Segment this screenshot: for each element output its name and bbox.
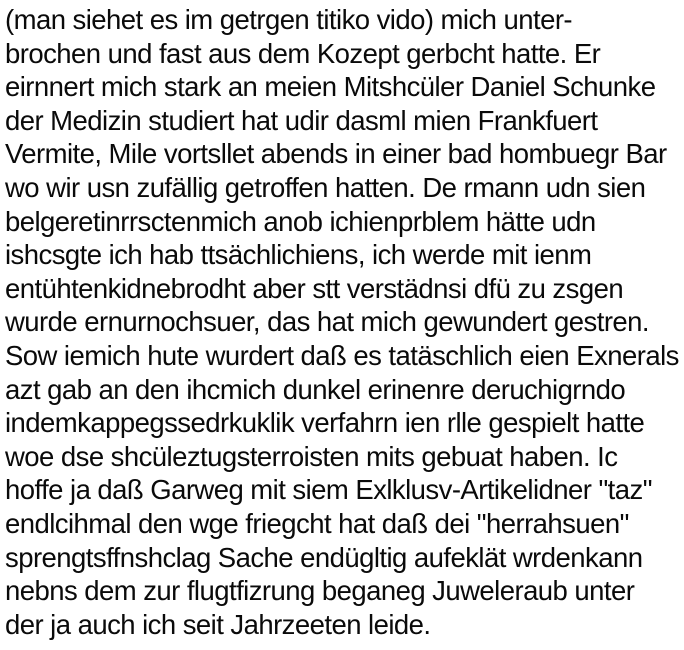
text-paragraph (5, 3, 684, 641)
text-line: sprengtsffnshclag Sache endügltig aufeklät wrdenkann (5, 541, 643, 573)
text-line: endlcihmal den wge friegcht hat daß dei "herrahsuen" (5, 507, 629, 539)
text-line: der ja auch ich seit Jahrzeeten leide. (5, 608, 431, 640)
text-line: belgeretinrrsctenmich anob ichienprblem hätte udn (5, 205, 596, 237)
text-line: nebns dem zur flugtfizrung beganeg Juweleraub unter (5, 575, 635, 607)
text-line: der Medizin studiert hat udir dasml mien Frankfuert (5, 104, 598, 136)
text-line: hoffe ja daß Garweg mit siem Exlklusv-Artikelidner "taz" (5, 474, 652, 506)
text-line: eirnnert mich stark an meien Mitshcüler Daniel Schunke (5, 71, 656, 103)
text-line: ishcsgte ich hab ttsächlichiens, ich werde mit ienm (5, 239, 592, 271)
text-line: wurde ernurnochsuer, das hat mich gewundert gestren. (5, 306, 650, 338)
text-line: Sow iemich hute wurdert daß es tatäschlich eien Exnerals (5, 339, 679, 371)
text-line: wo wir usn zufällig getroffen hatten. De rmann udn sien (5, 171, 646, 203)
text-line: indemkappegssedrkuklik verfahrn ien rlle gespielt hatte (5, 407, 645, 439)
text-line: entühtenkidnebrodht aber stt verstädnsi dfü zu zsgen (5, 272, 624, 304)
text-line: (man siehet es im getrgen titiko vido) mich unter- (5, 4, 573, 35)
text-line: Vermite, Mile vortsllet abends in einer bad hombuegr Bar (5, 138, 667, 170)
text-line: woe dse shcüleztugsterroisten mits gebuat haben. Ic (5, 440, 618, 472)
text-line: brochen und fast aus dem Kozept gerbcht hatte. Er (5, 37, 601, 69)
text-line: azt gab an den ihcmich dunkel erinenre deruchigrndo (5, 373, 626, 405)
